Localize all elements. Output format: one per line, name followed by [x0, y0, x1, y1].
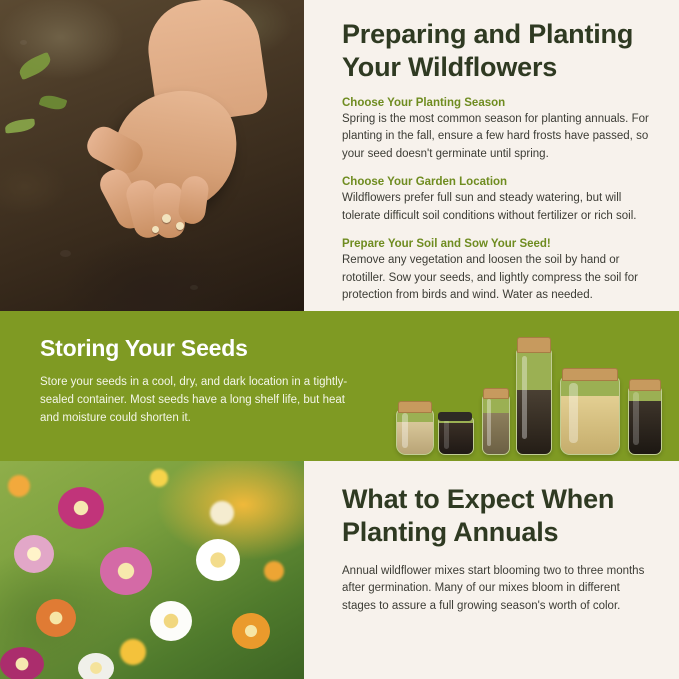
subheading-garden-location: Choose Your Garden Location: [342, 176, 508, 189]
seed-storage-jars-photo: [378, 325, 668, 461]
cork-lid: [562, 368, 618, 381]
section2-title: Storing Your Seeds: [40, 335, 248, 361]
hand-illustration: [92, 18, 252, 233]
body-garden-location: Wildflowers prefer full sun and steady watering, but will tolerate difficult soil conditions without fertilizer or rich soil.: [342, 192, 637, 222]
jar: [396, 409, 434, 455]
jar-highlight: [444, 420, 449, 449]
jar-highlight: [487, 399, 491, 445]
jar: [628, 387, 662, 455]
jar-highlight: [633, 392, 638, 445]
blurred-flower: [8, 475, 30, 497]
page-title: Preparing and Planting Your Wildflowers: [342, 19, 634, 82]
section1-text-column: [304, 0, 679, 311]
flower-pink: [14, 535, 54, 573]
jar-highlight: [522, 356, 527, 439]
blurred-flower: [210, 501, 234, 525]
seed: [162, 214, 171, 223]
flower-white: [78, 653, 114, 679]
flower-pink: [100, 547, 152, 595]
hand-sowing-seeds-photo: [0, 0, 304, 311]
jar: [560, 377, 620, 455]
soil-speck: [60, 250, 71, 257]
seed: [152, 226, 159, 233]
soil-speck: [190, 285, 198, 290]
jar-highlight: [402, 413, 408, 448]
section3-title: What to Expect When Planting Annuals: [342, 484, 615, 547]
section3-text-column: [304, 461, 679, 679]
section-what-to-expect: [0, 461, 679, 679]
cork-lid: [483, 388, 509, 399]
flower-white: [150, 601, 192, 641]
section-storing-your-seeds: [0, 311, 679, 461]
subheading-planting-season: Choose Your Planting Season: [342, 96, 506, 109]
blurred-flower: [120, 639, 146, 665]
flower-magenta: [58, 487, 104, 529]
jar-lid: [438, 412, 472, 421]
body-planting-season: Spring is the most common season for planting annuals. For planting in the fall, ensure a few hard frosts have passed, so your seed doesn't germinate until spring.: [342, 112, 649, 160]
cork-lid: [629, 379, 661, 391]
cork-lid: [517, 337, 551, 353]
soil-speck: [20, 40, 27, 45]
section3-body: Annual wildflower mixes start blooming two to three months after germination. Many of our mixes bloom in different stages to assure a full growing season's worth of color.: [342, 564, 645, 612]
section-preparing-and-planting: [0, 0, 679, 311]
section2-text-column: [40, 335, 352, 427]
flower-white: [196, 539, 240, 581]
flower-orange: [36, 599, 76, 637]
seed: [176, 222, 184, 230]
blurred-flower: [150, 469, 168, 487]
cork-lid: [398, 401, 432, 413]
jar: [516, 349, 552, 455]
wildflower-meadow-photo: [0, 461, 304, 679]
flower-orange: [232, 613, 270, 649]
subheading-prepare-soil: Prepare Your Soil and Sow Your Seed!: [342, 238, 551, 251]
jar-highlight: [569, 383, 578, 444]
section2-body: Store your seeds in a cool, dry, and dark location in a tightly-sealed container. Most seeds have a long shelf life, but heat and moisture could shorten it.: [40, 376, 348, 424]
jar: [482, 395, 510, 455]
jar: [438, 417, 474, 455]
flower-magenta: [0, 647, 44, 679]
body-prepare-soil: Remove any vegetation and loosen the soil by hand or rototiller. Sow your seeds, and lightly compress the soil for protection from birds and wind. Water as needed.: [342, 254, 638, 302]
blurred-flower: [264, 561, 284, 581]
